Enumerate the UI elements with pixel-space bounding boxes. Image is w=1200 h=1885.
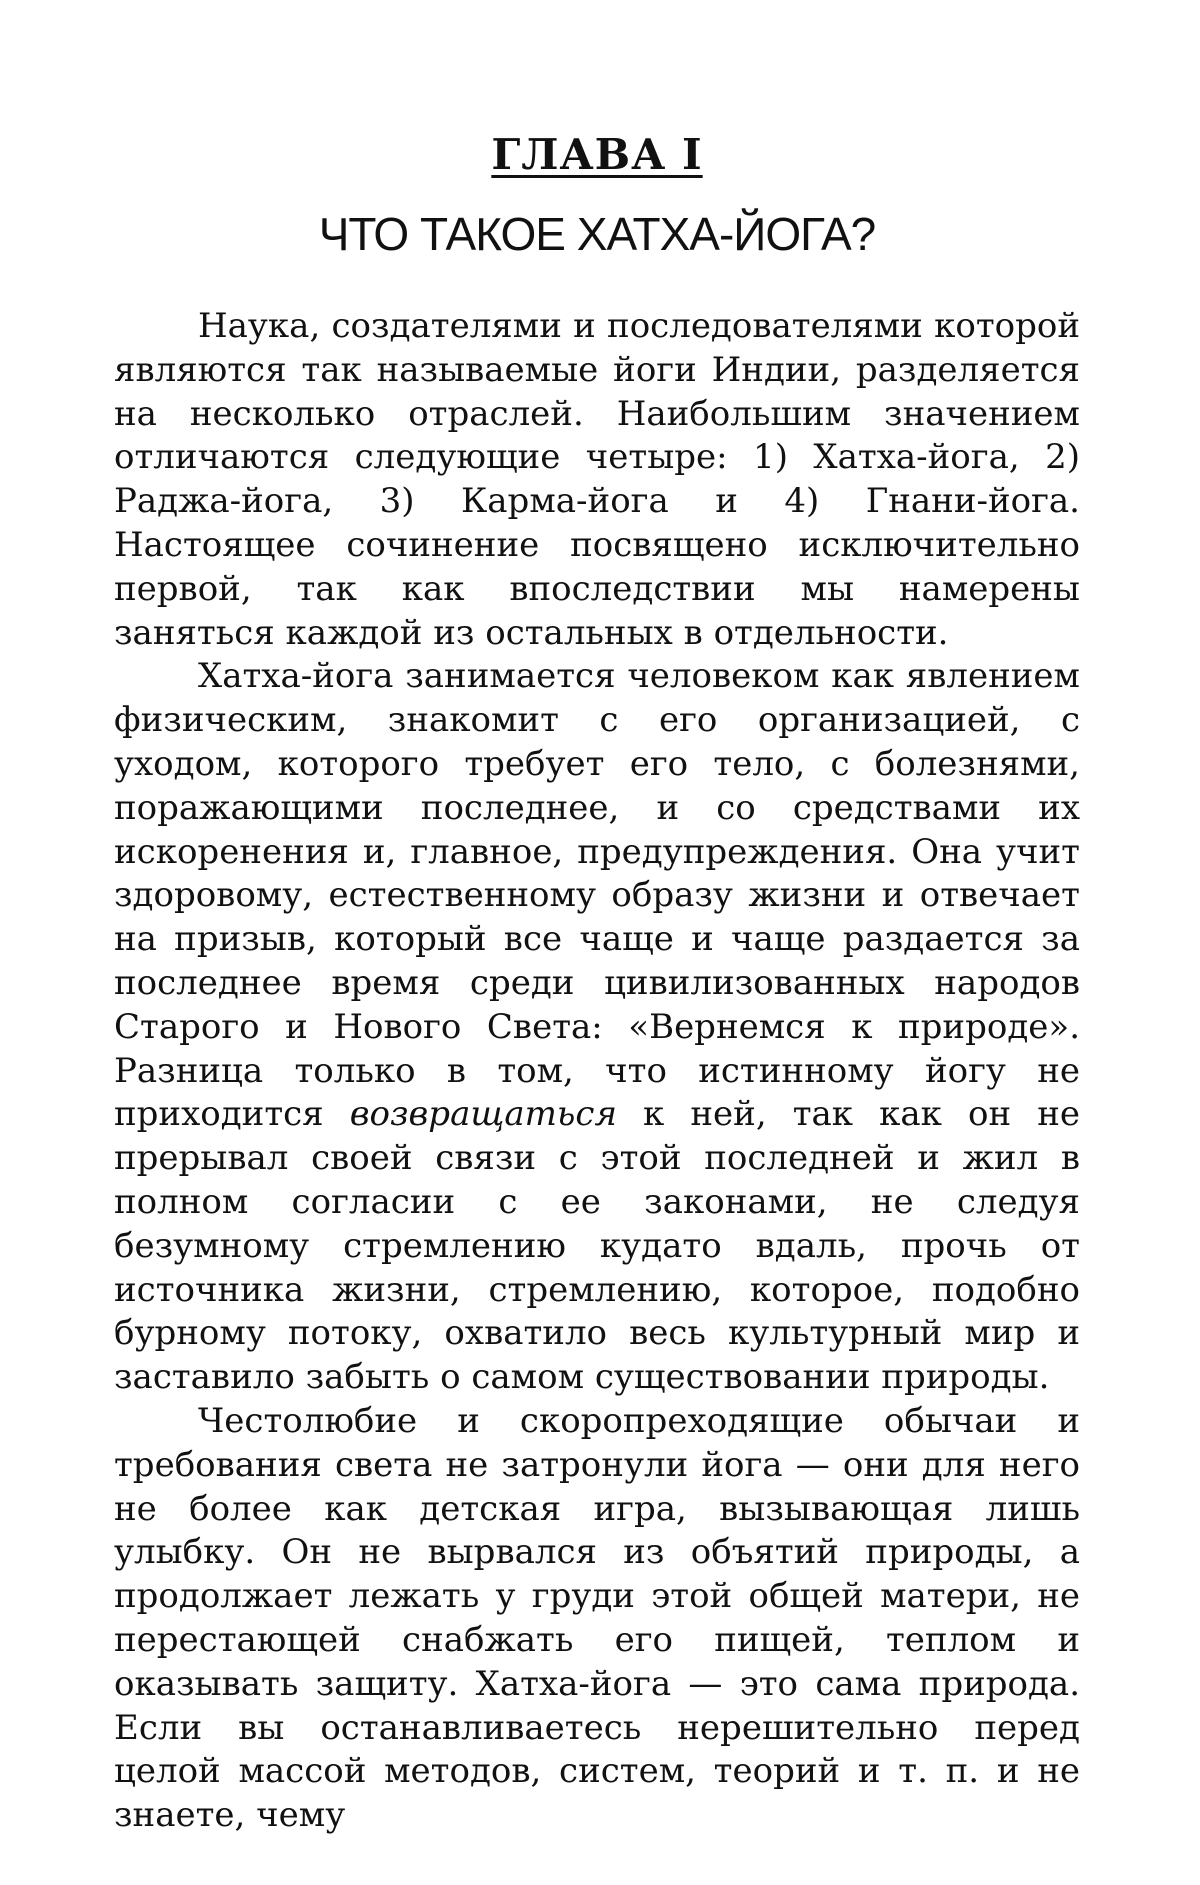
paragraph-2-text-start: Хатха-йога занимается человеком как явлением физическим, знакомит с его организацией, с уходом, которого требует его тело, с болезнями, поражающими последнее, и со средствами их искоренения и, главное, предупреждения. Она учит здоровому, естественному образу жизни и отвечает на призыв, который все чаще и чаще раздается за последнее время среди цивилизованных народов Старого и Нового Света: «Вернемся к природе». Разница только в том, что истинному йогу не приходится (114, 656, 1080, 1135)
paragraph-2 (114, 655, 1080, 1400)
paragraph-2-text-end: к ней, так как он не прерывал своей связи с этой последней и жил в полном согласии с ее законами, не следуя безумному стремлению кудато вдаль, прочь от источника жизни, стремлению, которое, подобно бурному потоку, охватило весь культурный мир и заставило забыть о самом существовании природы. (114, 1094, 1080, 1398)
book-page (114, 130, 1080, 1838)
chapter-title: ЧТО ТАКОЕ ХАТХА-ЙОГА? (318, 208, 876, 260)
emphasized-word: возвращаться (349, 1094, 617, 1135)
paragraph-1: Наука, создателями и последователями которой являются так называемые йоги Индии, разделяется на несколько отраслей. Наибольшим значением отличаются следующие четыре: 1) Хатха-йога, 2) Раджа-йога, 3) Карма-йога и 4) Гнани-йога. Настоящее сочинение посвящено исключительно первой, так как впоследствии мы намерены заняться каждой из остальных в отдельности. (114, 306, 1080, 653)
chapter-label: ГЛАВА I (491, 130, 703, 179)
paragraph-3: Честолюбие и скоропреходящие обычаи и требования света не затронули йога — они для него не более как детская игра, вызывающая лишь улыбку. Он не вырвался из объятий природы, а продолжает лежать у груди этой общей матери, не перестающей снабжать его пищей, теплом и оказывать защиту. Хатха-йога — это сама природа. Если вы останавливаетесь нерешительно перед целой массой методов, систем, теорий и т. п. и не знаете, чему (114, 1400, 1080, 1836)
